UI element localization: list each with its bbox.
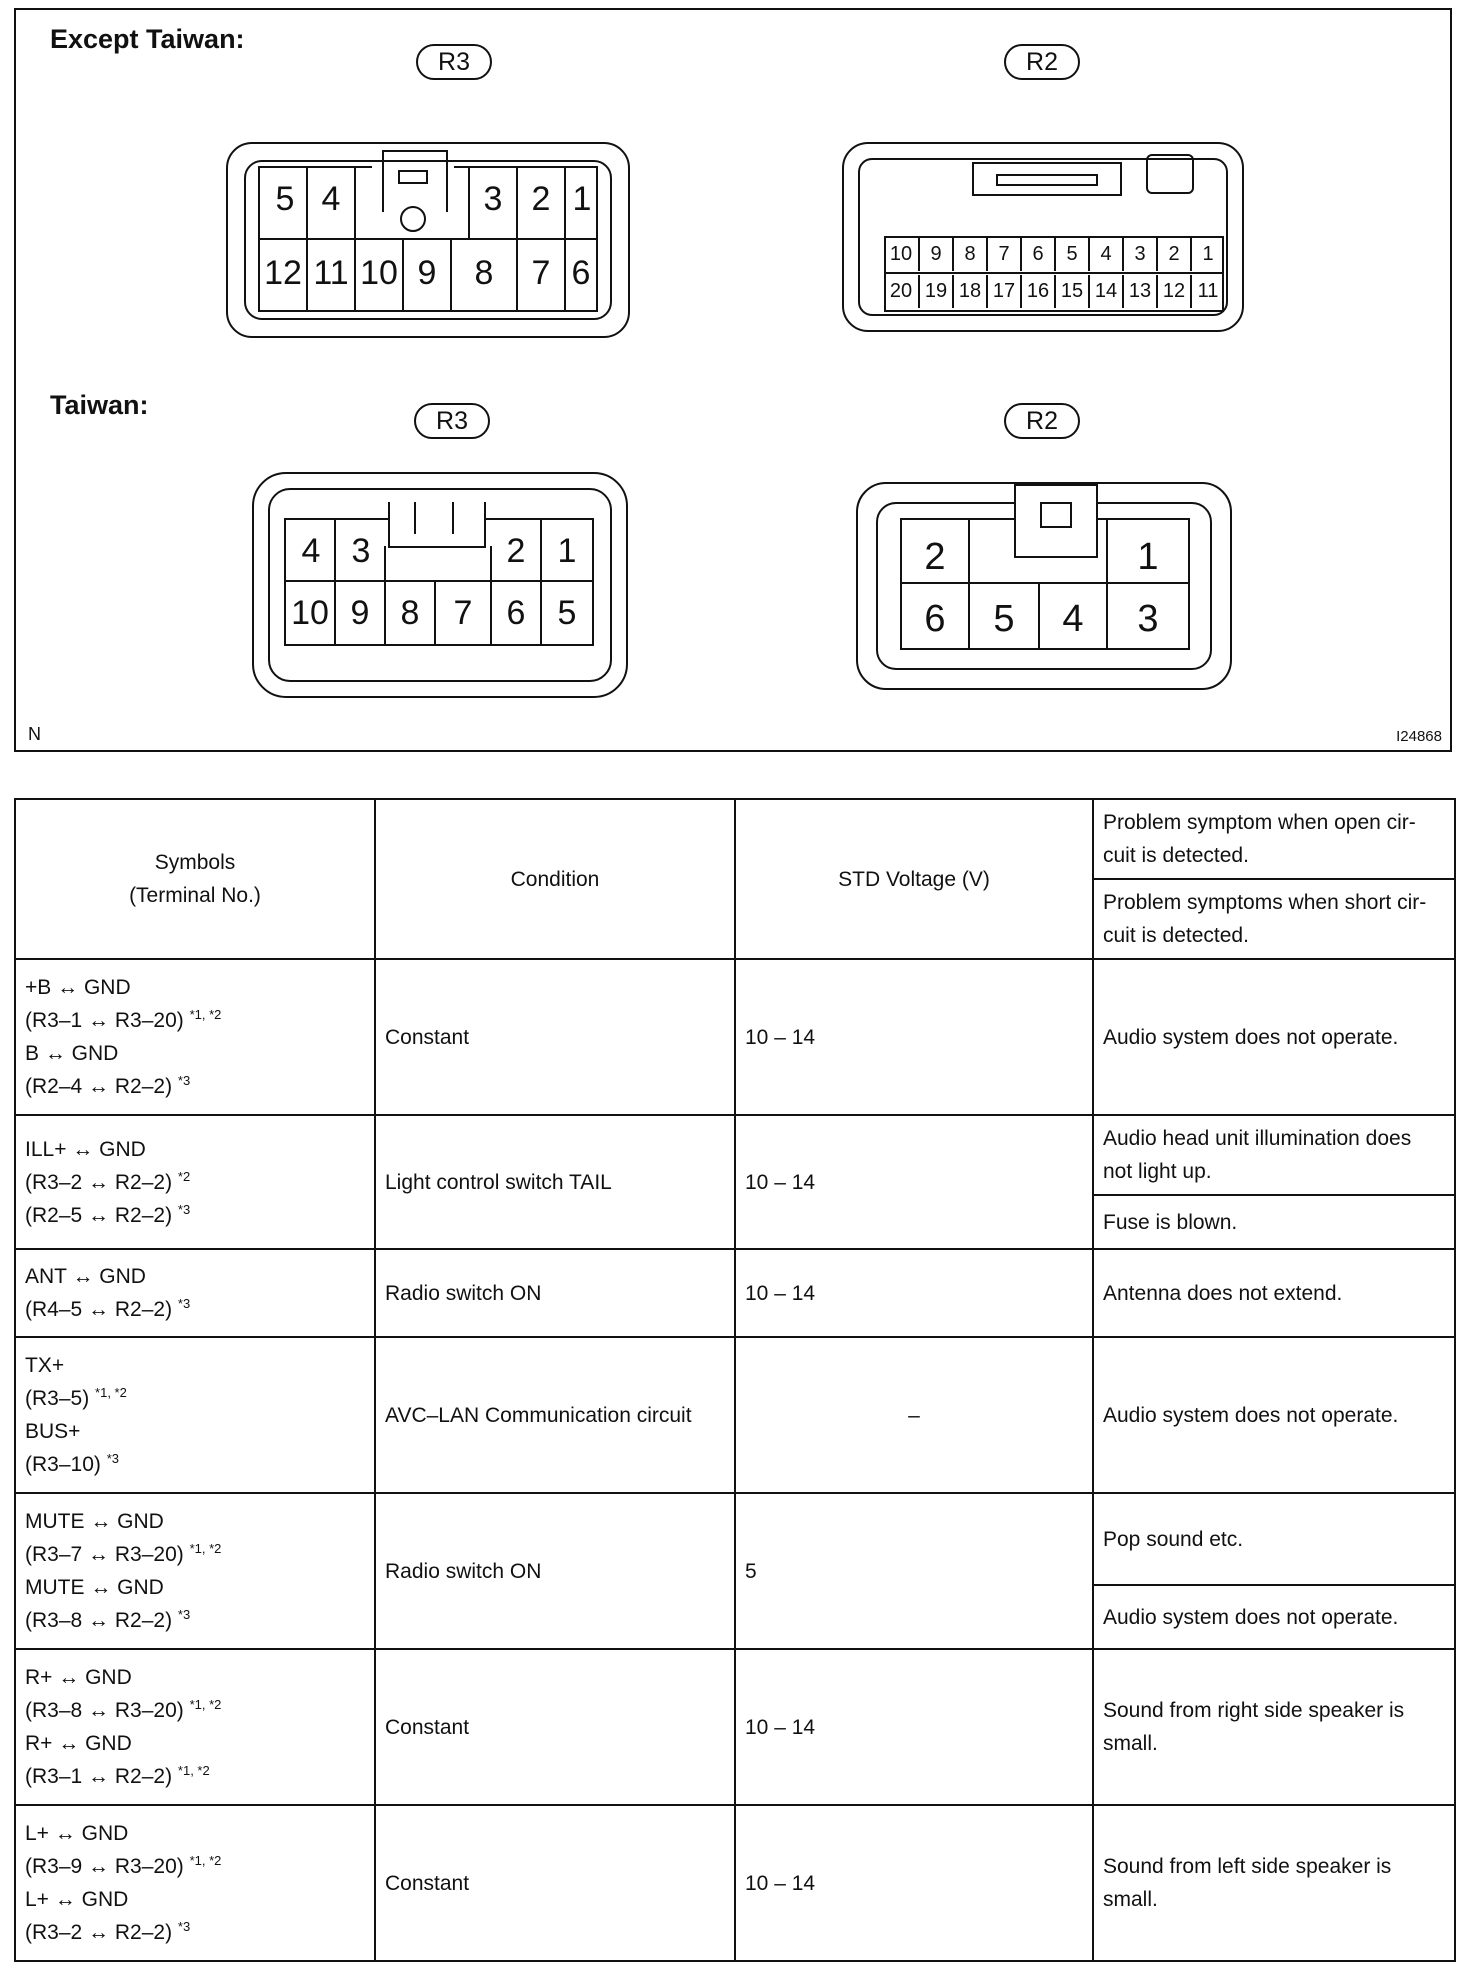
symptom-cell: Pop sound etc. bbox=[1093, 1493, 1455, 1585]
symbol-line bbox=[25, 1694, 365, 1727]
except-r3-edge bbox=[596, 166, 598, 312]
pin: 1 bbox=[557, 532, 577, 570]
cell-divider bbox=[468, 166, 470, 238]
pin: 7 bbox=[531, 254, 551, 292]
symbol-text: BUS+ bbox=[25, 1420, 81, 1443]
symbol-line bbox=[25, 1850, 365, 1883]
pin: 8 bbox=[952, 238, 986, 271]
pin: 5 bbox=[1054, 238, 1088, 271]
footnote-ref: *3 bbox=[177, 1073, 191, 1088]
footnote-ref: *2 bbox=[177, 1168, 191, 1184]
footnote-ref: *3 bbox=[177, 1296, 191, 1311]
condition-cell: Radio switch ON bbox=[375, 1249, 735, 1337]
symbol-line bbox=[25, 1349, 365, 1382]
symbol-text: R+ ↔ GND bbox=[25, 1732, 132, 1755]
symbol-text: (R3–7 ↔ R3–20) bbox=[25, 1543, 184, 1566]
symptom-cell: Sound from right side speaker is small. bbox=[1093, 1649, 1455, 1805]
guide-hole bbox=[400, 206, 426, 232]
footnote-ref: *1, *2 bbox=[177, 1763, 210, 1778]
symbol-line bbox=[25, 1260, 365, 1293]
latch bbox=[1040, 502, 1072, 528]
taiwan-r2-tag: R2 bbox=[1004, 403, 1080, 439]
cell-divider bbox=[354, 166, 356, 238]
taiwan-label: Taiwan: bbox=[50, 390, 149, 420]
symbol-line bbox=[25, 1004, 365, 1037]
symbol-cell bbox=[15, 1337, 375, 1493]
pin: 2 bbox=[924, 536, 946, 578]
pin: 1 bbox=[1137, 536, 1159, 578]
latch bbox=[398, 170, 428, 184]
symbol-cell bbox=[15, 959, 375, 1115]
symbol-line bbox=[25, 1760, 365, 1793]
symbol-line bbox=[25, 1199, 365, 1232]
pin: 13 bbox=[1122, 275, 1156, 308]
pin: 12 bbox=[1156, 275, 1190, 308]
symbol-text: (R3–2 ↔ R2–2) bbox=[25, 1921, 173, 1944]
pin: 2 bbox=[1156, 238, 1190, 271]
symbol-cell bbox=[15, 1649, 375, 1805]
footnote-ref: *1, *2 bbox=[95, 1385, 127, 1400]
pin: 1 bbox=[1190, 238, 1224, 271]
pin: 7 bbox=[453, 594, 473, 632]
latch bbox=[382, 150, 384, 212]
pin: 2 bbox=[506, 532, 526, 570]
symbol-cell bbox=[15, 1493, 375, 1649]
pin: 10 bbox=[291, 594, 329, 632]
condition-cell: Constant bbox=[375, 1805, 735, 1961]
grid-midline bbox=[900, 582, 1190, 584]
pin: 17 bbox=[986, 275, 1020, 308]
voltage-cell: 5 bbox=[735, 1493, 1093, 1649]
pin: 6 bbox=[924, 598, 946, 640]
pin: 10 bbox=[360, 254, 398, 292]
pin: 9 bbox=[350, 594, 370, 632]
symbol-text: TX+ bbox=[25, 1354, 65, 1377]
symbol-text: (R3–8 ↔ R3–20) bbox=[25, 1699, 184, 1722]
footnote-ref: *1, *2 bbox=[189, 1853, 222, 1868]
pin: 5 bbox=[557, 594, 577, 632]
latch bbox=[446, 150, 448, 212]
pin: 7 bbox=[986, 238, 1020, 271]
condition-cell: Constant bbox=[375, 1649, 735, 1805]
symbol-line bbox=[25, 1070, 365, 1103]
symbol-text: MUTE ↔ GND bbox=[25, 1576, 164, 1599]
grid-midline bbox=[884, 272, 1224, 274]
symbol-text: +B ↔ GND bbox=[25, 976, 131, 999]
symbol-cell bbox=[15, 1805, 375, 1961]
footnote-ref: *3 bbox=[177, 1201, 191, 1217]
pin: 4 bbox=[321, 180, 341, 218]
pin: 16 bbox=[1020, 275, 1054, 308]
pin: 6 bbox=[506, 594, 526, 632]
voltage-cell: 10 – 14 bbox=[735, 1649, 1093, 1805]
except-r3-midline bbox=[258, 238, 598, 240]
symbol-text: R+ ↔ GND bbox=[25, 1666, 132, 1689]
voltage-cell: 10 – 14 bbox=[735, 959, 1093, 1115]
symbol-line bbox=[25, 1293, 365, 1326]
symbol-text: (R3–1 ↔ R2–2) bbox=[25, 1765, 173, 1788]
latch bbox=[382, 150, 448, 152]
symbol-line bbox=[25, 1037, 365, 1070]
pin: 15 bbox=[1054, 275, 1088, 308]
symbol-line bbox=[25, 1133, 365, 1166]
pin: 3 bbox=[1122, 238, 1156, 271]
footnote-ref: *3 bbox=[177, 1607, 191, 1622]
symptom-cell: Antenna does not extend. bbox=[1093, 1249, 1455, 1337]
symbol-line bbox=[25, 971, 365, 1004]
symbol-text: B ↔ GND bbox=[25, 1042, 119, 1065]
symbol-line bbox=[25, 1916, 365, 1949]
pin: 20 bbox=[889, 280, 913, 302]
symbol-text: (R4–5 ↔ R2–2) bbox=[25, 1298, 173, 1321]
pin: 3 bbox=[1137, 598, 1159, 640]
pin: 6 bbox=[571, 254, 591, 292]
pin: 3 bbox=[351, 532, 371, 570]
except-r3-tag: R3 bbox=[416, 44, 492, 80]
grid-midline bbox=[284, 580, 594, 582]
connector-diagram bbox=[14, 8, 1452, 752]
symbol-text: ILL+ ↔ GND bbox=[25, 1137, 146, 1161]
header-open-symptom: Problem symptom when open cir-cuit is detected. bbox=[1093, 799, 1455, 879]
key bbox=[1146, 154, 1194, 194]
pin: 9 bbox=[918, 238, 952, 271]
pin: 4 bbox=[301, 532, 321, 570]
except-taiwan-label: Except Taiwan: bbox=[50, 24, 245, 54]
symbol-text: (R3–10) bbox=[25, 1453, 101, 1476]
pin: 1 bbox=[572, 180, 592, 218]
symbol-text: MUTE ↔ GND bbox=[25, 1510, 164, 1533]
symbol-line bbox=[25, 1883, 365, 1916]
latch bbox=[414, 502, 454, 534]
pin: 5 bbox=[993, 598, 1015, 640]
symbol-text: ANT ↔ GND bbox=[25, 1265, 146, 1288]
footnote-ref: *1, *2 bbox=[189, 1007, 222, 1022]
footnote-ref: *1, *2 bbox=[189, 1541, 222, 1556]
corner-code-left: N bbox=[28, 724, 41, 744]
condition-cell: Light control switch TAIL bbox=[375, 1115, 735, 1249]
footnote-ref: *3 bbox=[177, 1919, 191, 1934]
condition-cell: AVC–LAN Communication circuit bbox=[375, 1337, 735, 1493]
except-r3-edge bbox=[258, 310, 598, 312]
pin: 19 bbox=[918, 275, 952, 308]
header-condition: Condition bbox=[375, 799, 735, 959]
symbol-text: L+ ↔ GND bbox=[25, 1822, 129, 1845]
symbol-line bbox=[25, 1604, 365, 1637]
symbol-text: (R3–1 ↔ R3–20) bbox=[25, 1009, 184, 1032]
pin: 11 bbox=[1190, 275, 1224, 308]
header-symbols-label: Symbols bbox=[154, 851, 236, 874]
pin: 6 bbox=[1020, 238, 1054, 271]
symbol-line bbox=[25, 1571, 365, 1604]
symbol-line bbox=[25, 1505, 365, 1538]
symbol-text: (R3–2 ↔ R2–2) bbox=[25, 1170, 173, 1194]
symptom-cell: Sound from left side speaker is small. bbox=[1093, 1805, 1455, 1961]
pin: 18 bbox=[952, 275, 986, 308]
footnote-ref: *1, *2 bbox=[189, 1697, 222, 1712]
symbol-line bbox=[25, 1538, 365, 1571]
pin: 9 bbox=[417, 254, 437, 292]
symptom-cell: Audio head unit illumination does not light up. bbox=[1093, 1115, 1455, 1195]
voltage-cell: 10 – 14 bbox=[735, 1115, 1093, 1249]
pin: 14 bbox=[1088, 275, 1122, 308]
voltage-cell: 10 – 14 bbox=[735, 1805, 1093, 1961]
symbol-line bbox=[25, 1415, 365, 1448]
symptom-cell: Audio system does not operate. bbox=[1093, 959, 1455, 1115]
table-body bbox=[15, 959, 1455, 1961]
symbol-text: (R3–8 ↔ R2–2) bbox=[25, 1609, 173, 1632]
symbol-text: (R2–5 ↔ R2–2) bbox=[25, 1203, 173, 1227]
pin: 11 bbox=[313, 254, 349, 292]
pin: 2 bbox=[531, 180, 551, 218]
footnote-ref: *3 bbox=[106, 1451, 120, 1466]
symbol-line bbox=[25, 1661, 365, 1694]
pin: 5 bbox=[275, 180, 295, 218]
symptom-cell: Fuse is blown. bbox=[1093, 1195, 1455, 1249]
except-r3-edge bbox=[454, 166, 598, 168]
pin: 4 bbox=[1062, 598, 1084, 640]
symbol-cell bbox=[15, 1249, 375, 1337]
symbol-text: L+ ↔ GND bbox=[25, 1888, 129, 1911]
pin: 8 bbox=[474, 254, 494, 292]
figure-id: I24868 bbox=[1396, 728, 1442, 745]
pin: 4 bbox=[1088, 238, 1122, 271]
symbol-line bbox=[25, 1727, 365, 1760]
symptom-cell: Audio system does not operate. bbox=[1093, 1337, 1455, 1493]
header-terminal-label: (Terminal No.) bbox=[129, 884, 261, 907]
header-short-symptom: Problem symptoms when short cir-cuit is detected. bbox=[1093, 879, 1455, 959]
except-r2-tag: R2 bbox=[1004, 44, 1080, 80]
condition-cell: Constant bbox=[375, 959, 735, 1115]
symbol-line bbox=[25, 1382, 365, 1415]
symbol-line bbox=[25, 1448, 365, 1481]
condition-cell: Radio switch ON bbox=[375, 1493, 735, 1649]
voltage-cell: – bbox=[735, 1337, 1093, 1493]
taiwan-r3-tag: R3 bbox=[414, 403, 490, 439]
symbol-text: (R3–5) bbox=[25, 1387, 90, 1410]
symbol-line bbox=[25, 1817, 365, 1850]
voltage-cell: 10 – 14 bbox=[735, 1249, 1093, 1337]
latch bbox=[996, 174, 1098, 186]
pin: 12 bbox=[264, 254, 302, 292]
symbol-text: (R3–9 ↔ R3–20) bbox=[25, 1855, 184, 1878]
header-voltage: STD Voltage (V) bbox=[735, 799, 1093, 959]
pin: 10 bbox=[889, 243, 913, 265]
symptom-cell: Audio system does not operate. bbox=[1093, 1585, 1455, 1649]
pin: 8 bbox=[400, 594, 420, 632]
pin: 3 bbox=[483, 180, 503, 218]
symbol-text: (R2–4 ↔ R2–2) bbox=[25, 1075, 173, 1098]
symbol-line bbox=[25, 1166, 365, 1199]
terminal-spec-table bbox=[14, 798, 1456, 1962]
header-symbols bbox=[15, 799, 375, 959]
symbol-cell bbox=[15, 1115, 375, 1249]
